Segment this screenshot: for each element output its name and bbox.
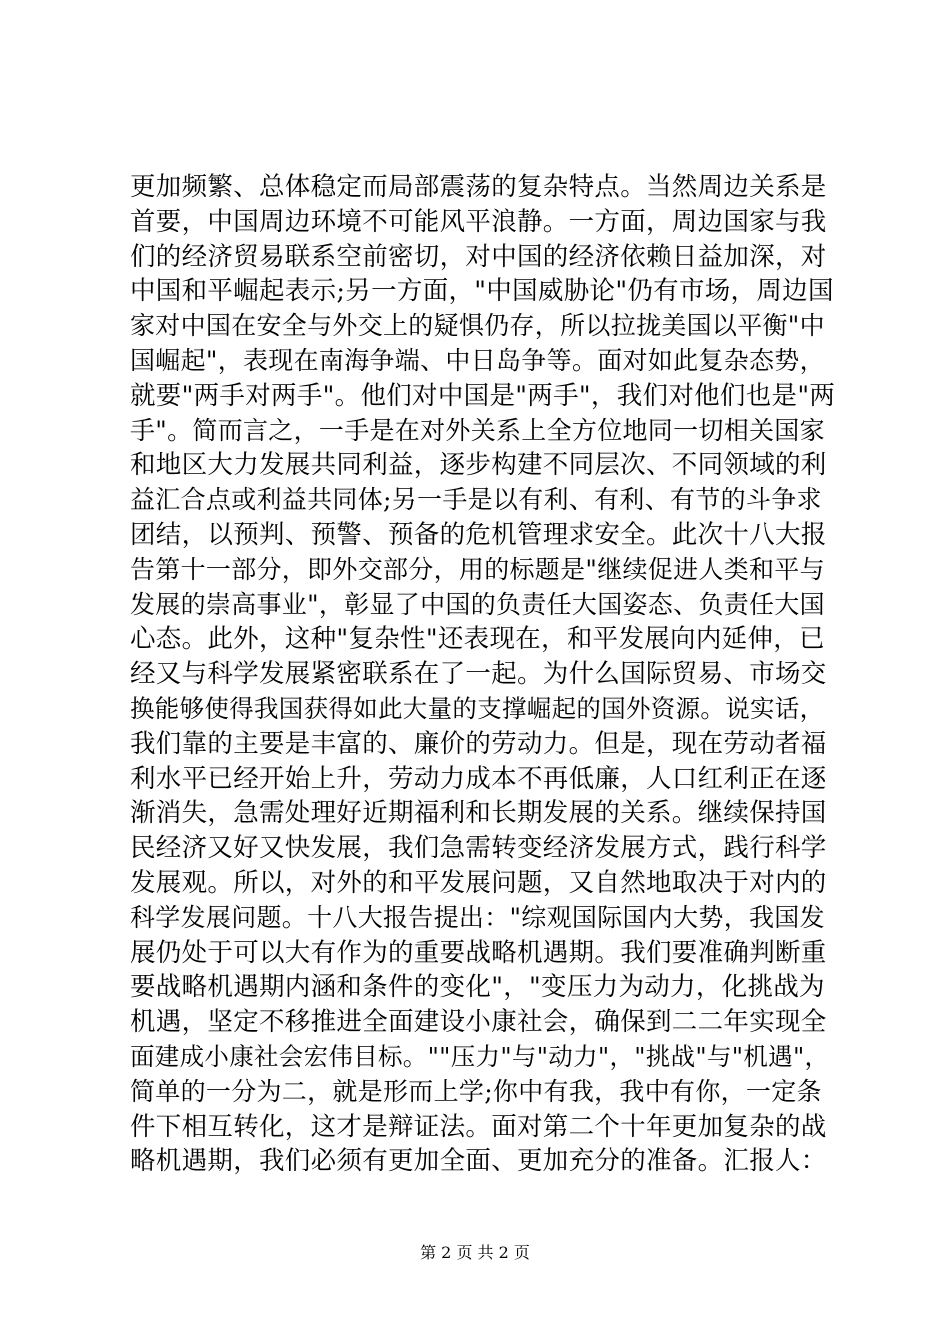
text-line: 国崛起"，表现在南海争端、中日岛争等。面对如此复杂态势， — [130, 345, 825, 375]
text-line: 手"。简而言之，一手是在对外关系上全方位地同一切相关国家 — [130, 415, 825, 445]
text-line: 件下相互转化，这才是辩证法。面对第二个十年更加复杂的战 — [130, 1111, 827, 1142]
text-line: 要战略机遇期内涵和条件的变化"，"变压力为动力，化挑战为 — [130, 972, 825, 1003]
text-line: 展仍处于可以大有作为的重要战略机遇期。我们要准确判断重 — [130, 937, 827, 968]
text-line: 简单的一分为二，就是形而上学;你中有我，我中有你，一定条 — [130, 1076, 822, 1106]
text-line: 和地区大力发展共同利益，逐步构建不同层次、不同领域的利 — [130, 450, 827, 481]
text-line: 家对中国在安全与外交上的疑惧仍存，所以拉拢美国以平衡"中 — [130, 311, 825, 341]
text-line: 们的经济贸易联系空前密切，对中国的经济依赖日益加深，对 — [130, 241, 827, 272]
body-paragraph — [130, 170, 835, 1179]
text-line: 我们靠的主要是丰富的、廉价的劳动力。但是，现在劳动者福 — [130, 728, 827, 759]
text-line: 面建成小康社会宏伟目标。""压力"与"动力"，"挑战"与"机遇"， — [130, 1041, 830, 1071]
text-line: 利水平已经开始上升，劳动力成本不再低廉，人口红利正在逐 — [130, 763, 827, 794]
text-line: 中国和平崛起表示;另一方面，"中国威胁论"仍有市场，周边国 — [130, 276, 834, 307]
page-footer — [0, 1243, 950, 1263]
text-line: 发展观。所以，对外的和平发展问题，又自然地取决于对内的 — [130, 867, 827, 898]
page-number-label: 第 2 页 共 2 页 — [420, 1243, 530, 1262]
text-line: 经又与科学发展紧密联系在了一起。为什么国际贸易、市场交 — [130, 659, 827, 690]
text-line: 首要，中国周边环境不可能风平浪静。一方面，周边国家与我 — [130, 206, 827, 237]
text-line: 更加频繁、总体稳定而局部震荡的复杂特点。当然周边关系是 — [130, 172, 827, 202]
text-line: 团结，以预判、预警、预备的危机管理求安全。此次十八大报 — [130, 519, 827, 550]
text-line: 益汇合点或利益共同体;另一手是以有利、有利、有节的斗争求 — [130, 485, 822, 515]
text-line: 告第十一部分，即外交部分，用的标题是"继续促进人类和平与 — [130, 554, 825, 584]
text-line: 机遇，坚定不移推进全面建设小康社会，确保到二二年实现全 — [130, 1007, 827, 1038]
text-line: 民经济又好又快发展，我们急需转变经济发展方式，践行科学 — [130, 833, 827, 864]
text-line: 发展的崇高事业"，彰显了中国的负责任大国姿态、负责任大国 — [130, 589, 825, 619]
text-line: 就要"两手对两手"。他们对中国是"两手"，我们对他们也是"两 — [130, 380, 836, 411]
text-line: 心态。此外，这种"复杂性"还表现在，和平发展向内延伸，已 — [130, 624, 825, 655]
text-line: 换能够使得我国获得如此大量的支撑崛起的国外资源。说实话， — [130, 693, 825, 723]
text-line: 略机遇期，我们必须有更加全面、更加充分的准备。汇报人： — [130, 1146, 827, 1177]
text-line: 渐消失，急需处理好近期福利和长期发展的关系。继续保持国 — [130, 798, 827, 829]
text-line: 科学发展问题。十八大报告提出："综观国际国内大势，我国发 — [130, 902, 825, 932]
